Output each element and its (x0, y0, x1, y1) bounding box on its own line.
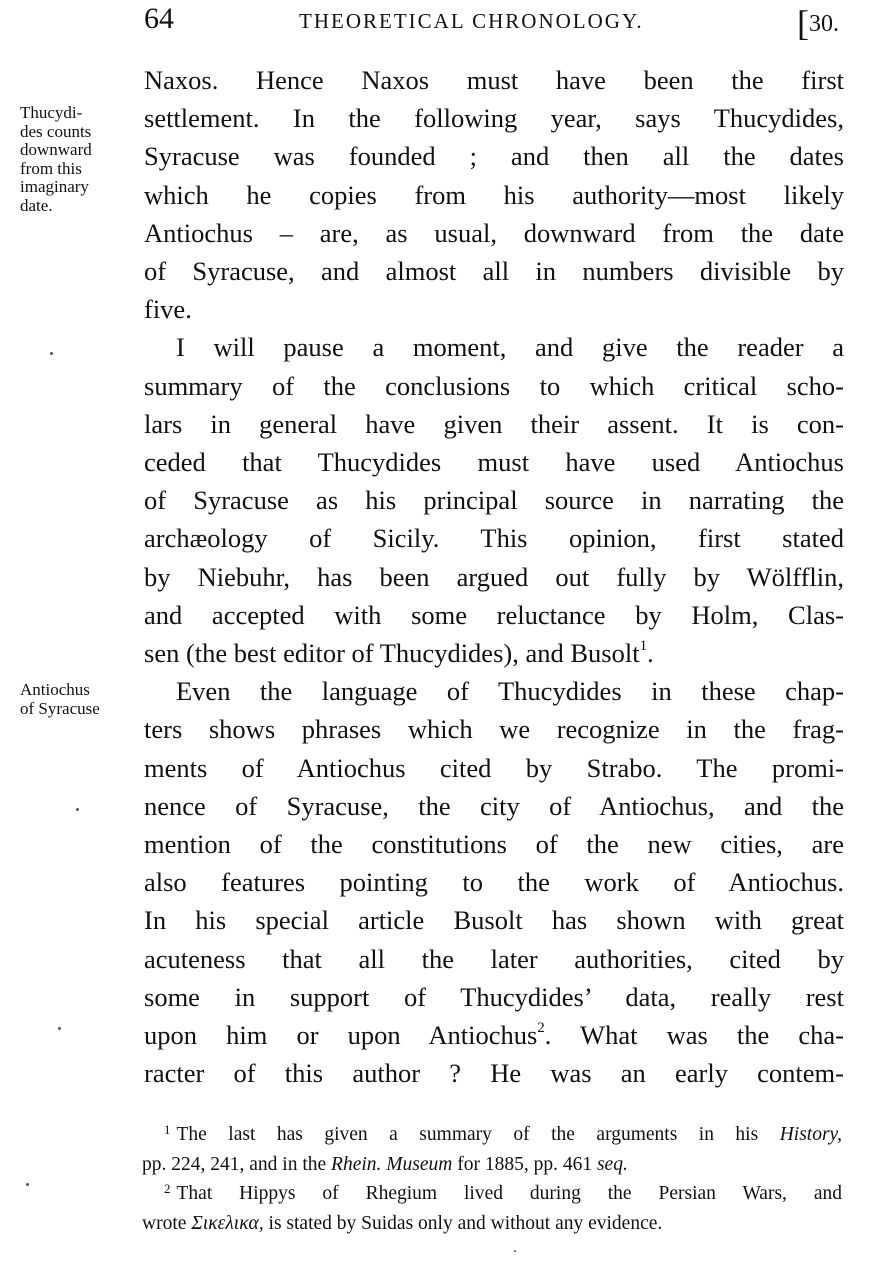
marginal-note-line: from this (20, 158, 82, 178)
text-line: I will pause a moment, and give the reader a (176, 332, 844, 363)
text-fragment: wrote (142, 1213, 192, 1234)
page-number: 64 (144, 2, 174, 35)
marginal-note-line: of Syracuse (20, 698, 100, 718)
text-line: also features pointing to the work of Antiochus. (144, 867, 844, 898)
text-fragment-italic: Rhein. Museum (331, 1154, 453, 1175)
text-line: settlement. In the following year, says Thucydides, (144, 103, 844, 134)
speck (58, 1027, 61, 1030)
text-line: summary of the conclusions to which critical scho- (144, 370, 844, 401)
marginal-note-antiochus (20, 681, 138, 718)
marginal-note-thucydides (20, 104, 138, 215)
text-line: Syracuse was founded ; and then all the dates (144, 141, 844, 172)
text-fragment: pp. 224, 241, and in the (142, 1154, 332, 1175)
text-line: Naxos. Hence Naxos must have been the first (144, 65, 844, 95)
text-fragment: is stated by Suidas only and without any evidence. (263, 1213, 663, 1234)
marginal-note-line: imaginary (20, 177, 89, 196)
marginal-note-line: Antiochus (20, 680, 90, 699)
text-line: by Niebuhr, has been argued out fully by Wölfflin, (144, 561, 844, 592)
section-mark (797, 2, 839, 41)
text-line: mention of the constitutions of the new cities, are (144, 829, 844, 860)
paragraph-1 (144, 61, 844, 328)
text-line: of Syracuse as his principal source in narrating the (144, 485, 844, 516)
text-line: Antiochus – are, as usual, downward from the date (144, 217, 844, 248)
text-fragment: That Hippys of Rhegium lived during the Persian Wars, and (176, 1183, 842, 1204)
footnote-ref-2[interactable]: 2 (537, 1020, 545, 1037)
footnote-mark: 2 (164, 1181, 171, 1196)
paragraph-3 (144, 672, 844, 1092)
text-line: In his special article Busolt has shown with great (144, 905, 844, 936)
text-line: Even the language of Thucydides in these chap- (176, 676, 844, 707)
text-fragment-italic: History, (779, 1124, 842, 1145)
running-head (144, 0, 856, 43)
greek-word: Σικελικα, (191, 1213, 264, 1234)
text-line: and accepted with some reluctance by Holm, Clas- (144, 599, 844, 630)
footnote-line (142, 1209, 842, 1238)
text-fragment: . (647, 638, 654, 669)
marginal-note-line: des counts (20, 121, 92, 141)
footnote-1 (142, 1120, 842, 1179)
marginal-note-line: downward (20, 140, 92, 159)
running-title: THEORETICAL CHRONOLOGY. (299, 9, 644, 33)
marginal-note-line: Thucydi- (20, 103, 83, 122)
text-fragment: upon him or upon Antiochus (144, 1020, 538, 1051)
section-bracket: [ (797, 3, 809, 43)
marginal-note-line: date. (20, 195, 53, 215)
section-number: 30. (809, 11, 839, 37)
text-line: racter of this author ? He was an early contem- (144, 1058, 844, 1089)
speck (50, 352, 53, 355)
text-line: nence of Syracuse, the city of Antiochus, and the (144, 790, 844, 821)
text-line: ments of Antiochus cited by Strabo. The promi- (144, 752, 844, 783)
text-line: archæology of Sicily. This opinion, first stated (144, 523, 844, 554)
speck (76, 808, 79, 811)
text-fragment: sen (the best editor of Thucydides), and Busolt (144, 638, 640, 669)
text-fragment-italic: seq. (596, 1154, 628, 1175)
footnotes (142, 1120, 842, 1238)
text-fragment: The last has given a summary of the arguments in his (176, 1124, 780, 1145)
text-line (144, 634, 844, 672)
text-fragment: . What was the cha- (544, 1020, 844, 1051)
footnote-line (142, 1120, 842, 1150)
text-line: ceded that Thucydides must have used Antiochus (144, 447, 844, 478)
text-line: which he copies from his authority—most likely (144, 179, 844, 210)
speck (514, 1250, 516, 1252)
footnote-mark: 1 (164, 1122, 171, 1137)
footnote-ref-1[interactable]: 1 (639, 638, 648, 655)
footnote-line (142, 1150, 842, 1179)
speck (26, 1183, 29, 1186)
text-line: ters shows phrases which we recognize in the frag- (144, 714, 844, 745)
text-fragment: for 1885, pp. 461 (452, 1154, 597, 1175)
paragraph-2 (144, 328, 844, 672)
text-line: lars in general have given their assent. It is con- (144, 408, 844, 439)
text-line: some in support of Thucydides’ data, really rest (144, 981, 844, 1012)
text-line: five. (144, 294, 192, 325)
text-line: of Syracuse, and almost all in numbers divisible by (144, 256, 844, 287)
footnote-line (142, 1179, 842, 1209)
body-text (144, 61, 844, 1092)
text-line: acuteness that all the later authorities, cited by (144, 943, 844, 974)
footnote-2 (142, 1179, 842, 1238)
text-line (144, 1016, 844, 1054)
